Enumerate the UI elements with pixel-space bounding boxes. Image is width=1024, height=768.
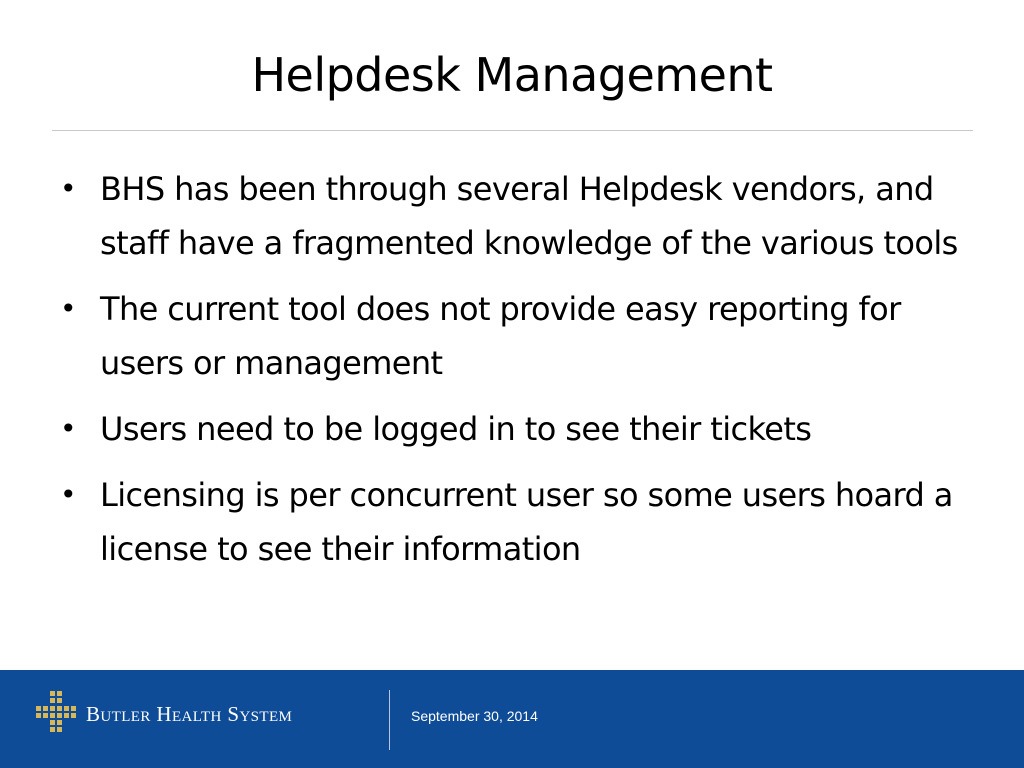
bullet-marker: • <box>60 478 76 511</box>
bullet-marker: • <box>60 172 76 205</box>
bullet-item <box>54 468 974 576</box>
slide-title: Helpdesk Management <box>251 48 773 102</box>
slide-date: September 30, 2014 <box>411 708 538 724</box>
bullet-list <box>54 162 974 588</box>
cross-logo-icon <box>34 690 78 734</box>
bullet-item <box>54 162 974 270</box>
footer-divider <box>389 690 390 750</box>
bullet-marker: • <box>60 412 76 445</box>
bullet-item <box>54 402 974 456</box>
bullet-item <box>54 282 974 390</box>
bullet-text: BHS has been through several Helpdesk vendors, and staff have a fragmented knowledge of the various tools <box>100 170 958 262</box>
bullet-text: The current tool does not provide easy reporting for users or management <box>100 290 901 382</box>
bullet-marker: • <box>60 292 76 325</box>
bullet-text: Licensing is per concurrent user so some users hoard a license to see their information <box>100 476 953 568</box>
bullet-text: Users need to be logged in to see their tickets <box>100 410 812 448</box>
title-divider <box>52 130 973 131</box>
brand-name: Butler Health System <box>86 702 293 726</box>
footer-bar <box>0 670 1024 768</box>
